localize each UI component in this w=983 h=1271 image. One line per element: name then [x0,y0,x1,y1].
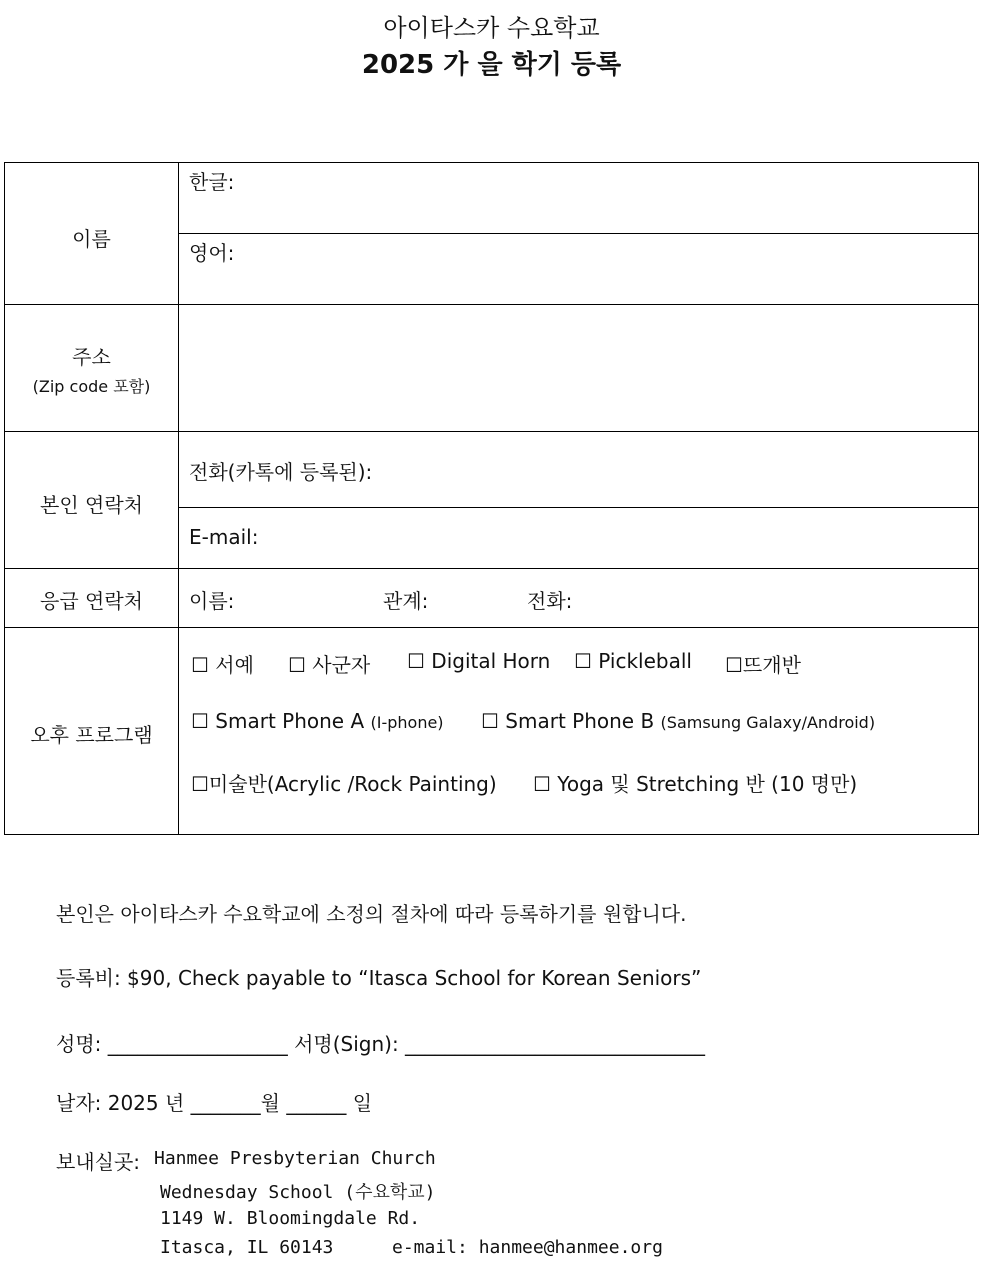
yoga-checkbox[interactable]: ☐ Yoga 및 Stretching 반 (10 명만) [533,772,858,796]
emergency-name-field[interactable]: 이름: [189,589,235,613]
row-divider [5,627,978,628]
contact-label: 본인 연락처 [40,493,143,517]
column-divider [178,163,179,834]
calligraphy-checkbox[interactable]: ☐ 서예 [191,653,254,677]
date-line[interactable]: 날자: 2025 년 _______월 ______ 일 [56,1091,373,1115]
four-gentlemen-checkbox[interactable]: ☐ 사군자 [288,653,371,677]
program-label: 오후 프로그램 [30,723,153,747]
emergency-relation-field[interactable]: 관계: [383,589,429,613]
mailing-address-line-2: Wednesday School (수요학교) [160,1182,436,1203]
row-divider [178,233,978,234]
name-label: 이름 [72,227,111,251]
art-class-checkbox[interactable]: ☐미술반(Acrylic /Rock Painting) [191,772,497,796]
smartphone-a-note: (I-phone) [370,713,444,732]
registration-form [4,162,979,835]
address-label [5,341,178,397]
address-label-text: 주소 [72,345,111,369]
address-field[interactable] [179,305,978,431]
address-note: (Zip code 포함) [32,377,151,396]
mailing-address-line-3: 1149 W. Bloomingdale Rd. [160,1208,421,1229]
english-name-field[interactable]: 영어: [189,241,235,265]
knitting-checkbox[interactable]: ☐뜨개반 [725,653,801,677]
row-divider [5,568,978,569]
school-name: 아이타스카 수요학교 [383,14,600,42]
phone-field[interactable]: 전화(카톡에 등록된): [189,460,373,484]
signature-line[interactable]: 성명: __________________ 서명(Sign): ______________________________ [56,1032,706,1056]
row-divider [5,431,978,432]
pickleball-checkbox[interactable]: ☐ Pickleball [574,649,692,673]
korean-name-field[interactable]: 한글: [189,170,235,194]
smartphone-b-label: ☐ Smart Phone B [481,709,655,733]
smartphone-a-checkbox[interactable] [191,709,444,733]
row-divider [178,507,978,508]
digital-horn-checkbox[interactable]: ☐ Digital Horn [407,649,551,673]
smartphone-b-note: (Samsung Galaxy/Android) [660,713,876,732]
smartphone-b-checkbox[interactable] [481,709,875,733]
mailing-address-line-4: Itasca, IL 60143 [160,1237,334,1258]
contact-email: e-mail: hanmee@hanmee.org [392,1237,663,1258]
emergency-contact-label: 응급 연락처 [40,589,143,613]
page-title: 2025 가 을 학기 등록 [361,50,622,80]
registration-fee: 등록비: $90, Check payable to “Itasca School for Korean Seniors” [56,966,702,990]
smartphone-a-label: ☐ Smart Phone A [191,709,365,733]
send-to-label: 보내실곳: [56,1150,141,1174]
mailing-address-line-1: Hanmee Presbyterian Church [154,1148,436,1169]
consent-statement: 본인은 아이타스카 수요학교에 소정의 절차에 따라 등록하기를 원합니다. [56,902,687,926]
emergency-phone-field[interactable]: 전화: [527,589,573,613]
email-field[interactable]: E-mail: [189,525,259,549]
